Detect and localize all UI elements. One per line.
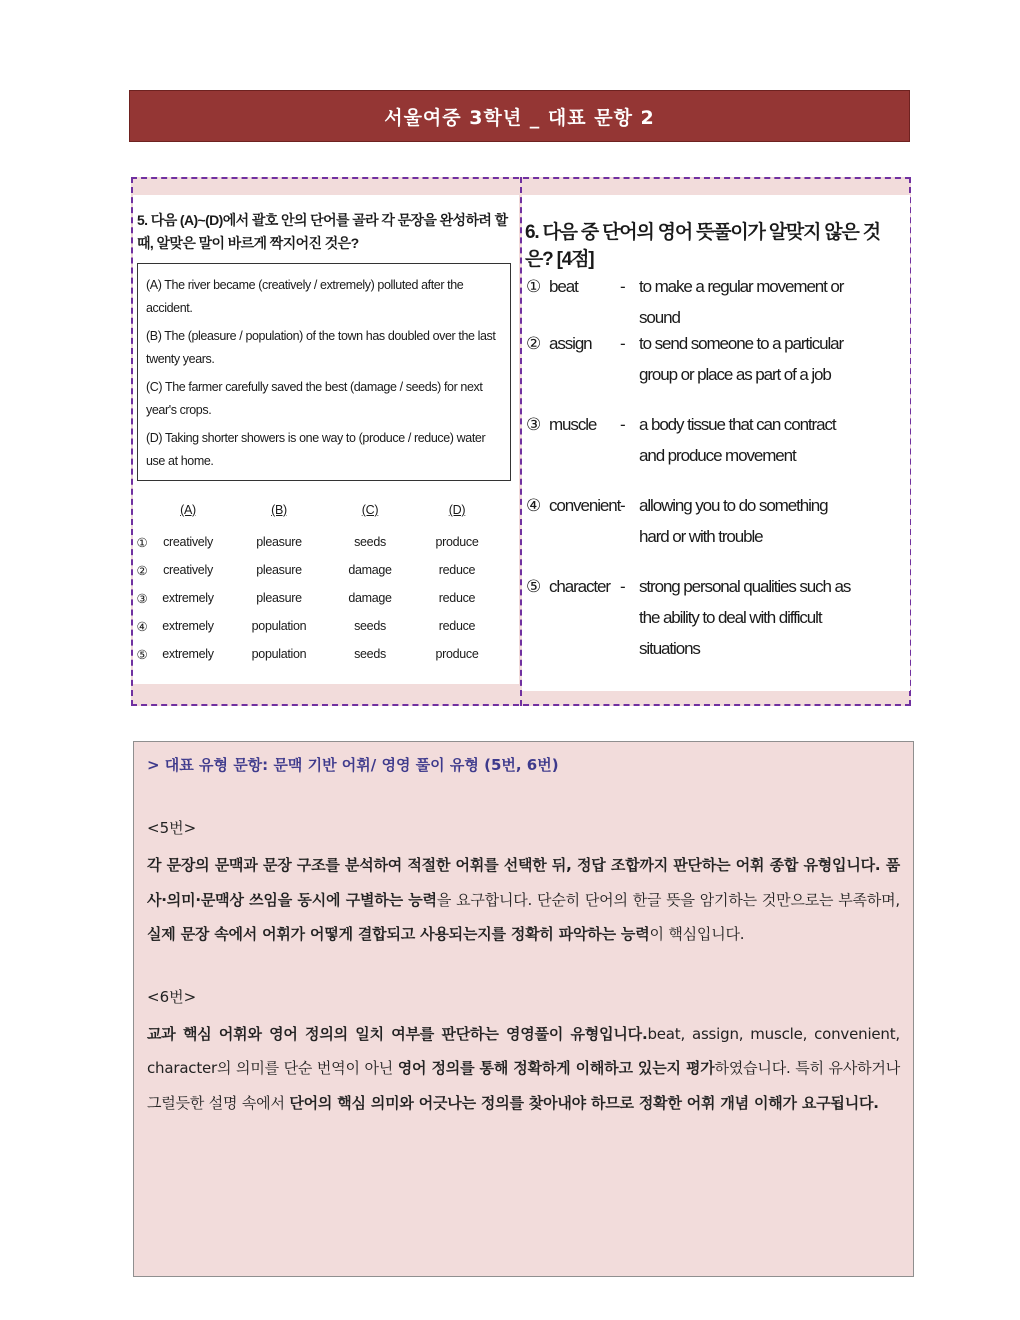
answer-option-row[interactable] [133, 535, 519, 559]
body-text: 을 요구합니다. 단순히 단어의 한글 뜻을 암기하는 것만으로는 부족하며, [436, 890, 900, 909]
body-text: beat, assign, muscle, convenient, character의 의미를 단순 번역이 아닌 [147, 1024, 900, 1077]
header-b: (B) [271, 503, 287, 517]
option-number: ④ [526, 496, 541, 515]
option-number: ① [136, 536, 148, 550]
body-text: 이 핵심입니다. [649, 925, 745, 943]
answer-option-row[interactable] [133, 591, 519, 615]
option-number: ⑤ [136, 648, 148, 662]
option-word: assign [549, 334, 592, 353]
question-5-panel [133, 195, 519, 684]
option-a: extremely [162, 591, 214, 605]
option-c: damage [348, 591, 392, 605]
option-b: population [251, 647, 307, 661]
sentence-a: (A) The river became (creatively / extremely) polluted after the accident. [146, 278, 464, 315]
explanation-box [133, 741, 914, 1277]
option-d: produce [435, 535, 479, 549]
page-title: 서울여중 3학년 _ 대표 문항 2 [129, 90, 910, 142]
option-b: population [251, 619, 307, 633]
option-meaning: to make a regular movement or sound [639, 277, 844, 327]
option-dash: - [620, 415, 625, 434]
emphasis-text: 각 문장의 문맥과 문장 구조를 분석하여 적절한 어휘를 선택한 뒤, 정답 조합까지 판단하는 어휘 종합 유형입니다. 품사·의미·문맥상 쓰임을 동시에 구별하는 능력 [147, 856, 900, 909]
option-d: reduce [438, 619, 476, 633]
option-number: ② [526, 334, 541, 353]
option-b: pleasure [256, 535, 302, 549]
option-meaning: a body tissue that can contract and produce movement [639, 415, 836, 465]
option-number: ② [136, 564, 148, 578]
option-c: seeds [354, 647, 386, 661]
option-dash: - [620, 277, 625, 296]
option-number: ③ [136, 592, 148, 606]
answer-option-row[interactable] [133, 619, 519, 643]
option-c: seeds [354, 619, 386, 633]
question-5-title: 5. 다음 (A)~(D)에서 괄호 안의 단어를 골라 각 문장을 완성하려 할 때, 알맞은 말이 바르게 짝지어진 것은? [137, 212, 508, 251]
option-d: reduce [438, 591, 476, 605]
option-d: reduce [438, 563, 476, 577]
answer-option-row[interactable] [133, 563, 519, 587]
sentence-d: (D) Taking shorter showers is one way to (produce / reduce) water use at home. [146, 431, 486, 468]
question-5-label: <5번> [147, 819, 197, 837]
option-word: character [549, 577, 610, 596]
header-d: (D) [448, 503, 466, 517]
option-word: convenient [549, 496, 621, 515]
option-b: pleasure [256, 591, 302, 605]
option-d: produce [435, 647, 479, 661]
option-a: creatively [163, 535, 213, 549]
answer-option-row[interactable] [133, 647, 519, 671]
question-5-sentence-box [137, 263, 511, 481]
sentence-b: (B) The (pleasure / population) of the town has doubled over the last twenty years. [146, 329, 496, 366]
header-a: (A) [180, 503, 196, 517]
emphasis-text: 교과 핵심 어휘와 영어 정의의 일치 여부를 판단하는 영영풀이 유형입니다. [147, 1024, 648, 1043]
option-number: ① [526, 277, 541, 296]
sentence-c: (C) The farmer carefully saved the best (damage / seeds) for next year's crops. [146, 380, 483, 417]
question-5-explanation [147, 848, 900, 952]
header-c: (C) [361, 503, 379, 517]
option-number: ④ [136, 620, 148, 634]
option-dash: - [620, 334, 625, 353]
option-word: muscle [549, 415, 597, 434]
question-6-panel [522, 195, 910, 691]
question-6-label: <6번> [147, 987, 197, 1006]
question-6-explanation [147, 1017, 900, 1121]
option-b: pleasure [256, 563, 302, 577]
option-c: damage [348, 563, 392, 577]
option-dash: - [620, 496, 625, 515]
option-meaning: to send someone to a particular group or place as part of a job [639, 334, 844, 384]
option-meaning: strong personal qualities such as the ability to deal with difficult situations [639, 577, 851, 658]
option-number: ⑤ [526, 577, 541, 596]
option-c: seeds [354, 535, 386, 549]
option-a: extremely [162, 619, 214, 633]
emphasis-text: 실제 문장 속에서 어휘가 어떻게 결합되고 사용되는지를 정확히 파악하는 능력 [147, 925, 650, 943]
option-dash: - [620, 577, 625, 596]
option-a: creatively [163, 563, 213, 577]
emphasis-text: 영어 정의를 통해 정확하게 이해하고 있는지 평가 [397, 1059, 715, 1077]
option-a: extremely [162, 647, 214, 661]
option-number: ③ [526, 415, 541, 434]
body-text: 하였습니다. 특히 유사하거나 그럴듯한 설명 속에서 [147, 1059, 901, 1112]
option-meaning: allowing you to do something hard or with trouble [639, 496, 828, 546]
option-word: beat [549, 277, 578, 296]
question-6-title: 6. 다음 중 단어의 영어 뜻풀이가 알맞지 않은 것은? [4점] [525, 222, 880, 270]
answer-header-row [133, 503, 519, 527]
explanation-heading: > 대표 유형 문항: 문맥 기반 어휘/ 영영 풀이 유형 (5번, 6번) [147, 756, 559, 774]
emphasis-text: 단어의 핵심 의미와 어긋나는 정의를 찾아내야 하므로 정확한 어휘 개념 이해가 요구됩니다. [289, 1093, 879, 1112]
